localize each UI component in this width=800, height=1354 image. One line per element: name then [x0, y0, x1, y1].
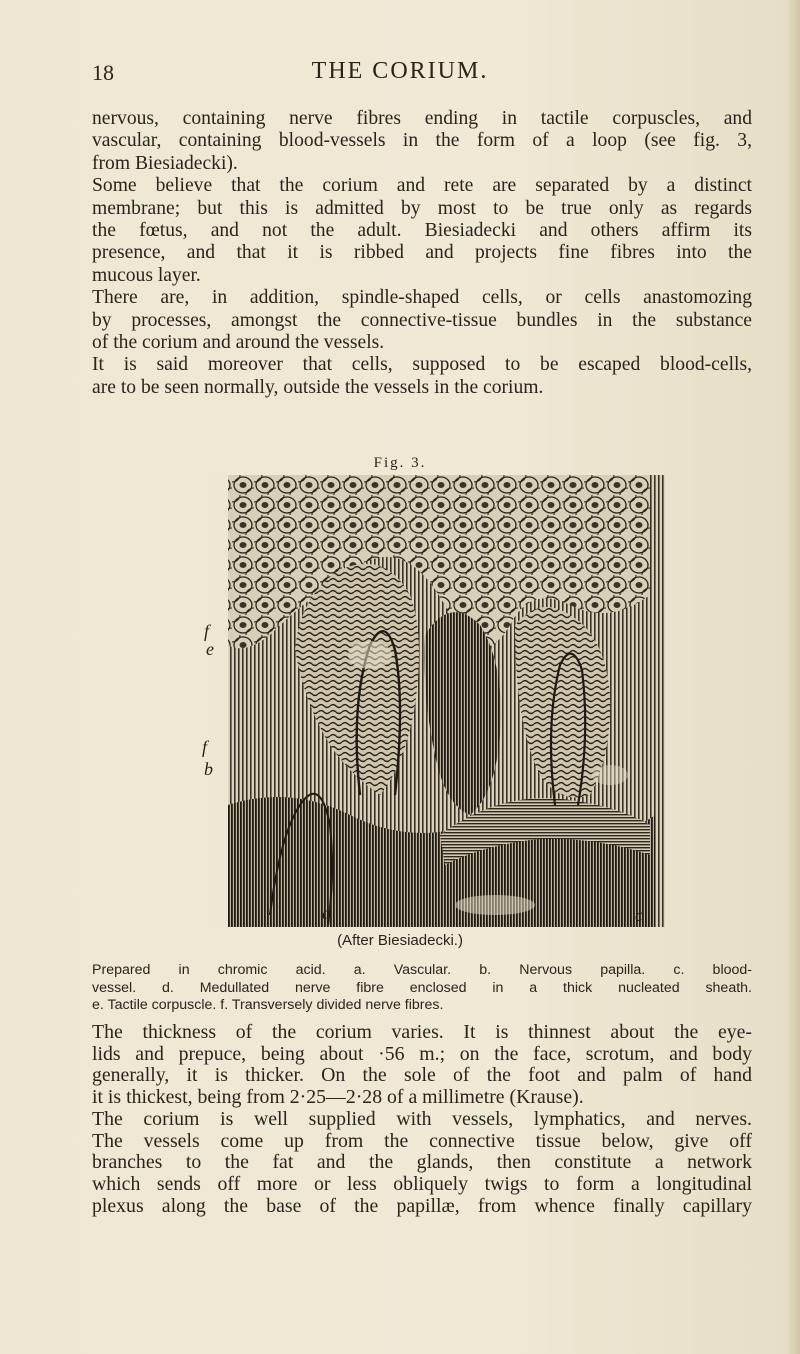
running-head: THE CORIUM. [311, 58, 489, 84]
figure-letter-b: b [204, 759, 213, 779]
text-line: The vessels come up from the connective tissue below, give off [92, 1129, 752, 1152]
figure-attribution: (After Biesiadecki.) [337, 932, 463, 949]
figure-caption [92, 962, 752, 1015]
text-line: membrane; but this is admitted by most to be true only as regards [92, 197, 752, 219]
text-line: mucous layer. [92, 264, 201, 286]
text-line: The thickness of the corium varies. It is thinnest about the eye- [92, 1021, 752, 1043]
text-line: The corium is well supplied with vessels, lymphatics, and nerves. [92, 1107, 752, 1130]
text-line: lids and prepuce, being about ·56 m.; on the face, scrotum, and body [92, 1042, 752, 1065]
caption-line: Prepared in chromic acid. a. Vascular. b. Nervous papilla. c. blood- [92, 962, 752, 978]
text-line: from Biesiadecki). [92, 152, 238, 174]
text-line: It is said moreover that cells, supposed to be escaped blood-cells, [92, 354, 752, 376]
caption-line: e. Tactile corpuscle. f. Transversely divided nerve fibres. [92, 997, 444, 1013]
upper-text [92, 108, 752, 399]
text-line: There are, in addition, spindle-shaped cells, or cells anastomozing [92, 287, 752, 309]
text-line: presence, and that it is ribbed and projects fine fibres into the [92, 242, 752, 264]
text-line: by processes, amongst the connective-tissue bundles in the substance [92, 309, 752, 331]
text-line: are to be seen normally, outside the vessels in the corium. [92, 376, 544, 398]
text-line: the fœtus, and not the adult. Biesiadecki and others affirm its [92, 220, 752, 242]
text-line: generally, it is thicker. On the sole of the foot and palm of hand [92, 1064, 752, 1087]
figure-letter-e: e [206, 639, 214, 659]
text-line: nervous, containing nerve fibres ending in tactile corpuscles, and [92, 108, 752, 129]
text-line: branches to the fat and the glands, then constitute a network [92, 1151, 752, 1174]
text-line: plexus along the base of the papillæ, from whence finally capillary [92, 1194, 752, 1217]
histology-engraving [202, 475, 665, 927]
text-line: it is thickest, being from 2·25—2·28 of a millimetre (Krause). [92, 1086, 584, 1109]
text-line: of the corium and around the vessels. [92, 332, 385, 354]
figure-label: Fig. 3. [373, 455, 427, 471]
figure-letter-f-lower: f [202, 737, 208, 757]
lower-text [92, 1022, 752, 1217]
figure-letter-f-upper: f [204, 621, 210, 641]
figure-letter-d: d [322, 903, 331, 923]
text-line: Some believe that the corium and rete are separated by a distinct [92, 175, 752, 197]
page-number: 18 [92, 60, 114, 85]
caption-line: vessel. d. Medullated nerve fibre enclosed in a thick nucleated sheath. [92, 979, 752, 996]
figure-letter-c: c [635, 905, 643, 925]
text-line: vascular, containing blood-vessels in the form of a loop (see fig. 3, [92, 130, 752, 152]
page-edge-shadow [786, 0, 800, 1354]
text-line: which sends off more or less obliquely twigs to form a longitudinal [92, 1172, 752, 1195]
